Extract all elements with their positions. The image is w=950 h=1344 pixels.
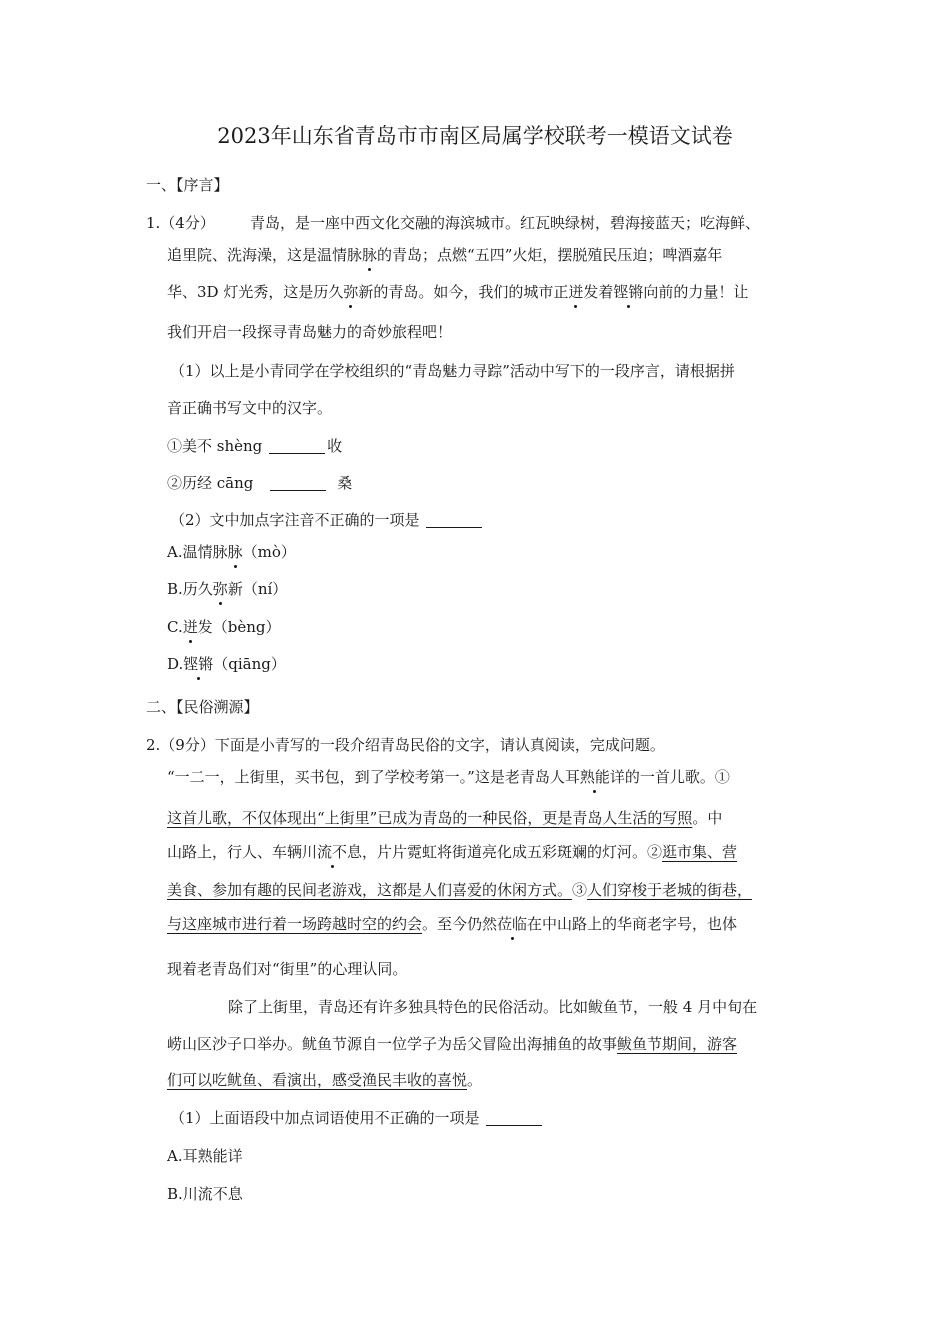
section-heading-folk-customs: 二、【民俗溯源】: [146, 698, 259, 716]
q2-passage-line-4: 美食、参加有趣的民间老游戏，这都是人们喜爱的休闲方式。③人们穿梭于老城的街巷，: [167, 881, 753, 899]
underlined-sentence-4: 鲅鱼节期间，游客: [617, 1035, 738, 1053]
section-heading-preface: 一、【序言】: [146, 176, 229, 194]
q2-number-intro: 2.（9分）下面是小青写的一段介绍青岛民俗的文字，请认真阅读，完成问题。: [146, 736, 665, 754]
q1-blank-2: ②历经 cāng 桑: [167, 474, 353, 492]
dotted-char: 脉: [227, 543, 243, 561]
q2-sub1: （1）上面语段中加点词语使用不正确的一项是: [170, 1108, 544, 1128]
q1-sub1-line-1: （1）以上是小青同学在学校组织的“青岛魅力寻踪”活动中写下的一段序言，请根据拼: [170, 362, 735, 380]
q1-paragraph-line-4: 我们开启一段探寻青岛魅力的奇妙旅程吧！: [167, 323, 453, 341]
answer-blank[interactable]: [270, 476, 326, 491]
q2-option-a[interactable]: A.耳熟能详: [167, 1147, 243, 1165]
dotted-word: 耳熟能详: [564, 768, 625, 786]
q1-option-d[interactable]: D.铿锵（qiāng）: [167, 655, 286, 673]
q1-option-c[interactable]: C.迸发（bèng）: [167, 618, 281, 636]
underlined-sentence-3: 人们穿梭于老城的街巷，: [587, 881, 753, 899]
answer-blank[interactable]: [269, 439, 325, 454]
dotted-char: 铿锵: [613, 283, 644, 301]
underlined-sentence-2: 逛市集、营: [662, 843, 738, 861]
answer-blank[interactable]: [486, 1111, 542, 1126]
q1-number: 1.（4分）: [146, 214, 215, 232]
q2-passage-line-1: “一二一，上街里，买书包，到了学校考第一。”这是老青岛人耳熟能详的一首儿歌。①: [167, 768, 730, 786]
dotted-char: 迸: [182, 618, 198, 636]
q2-passage-line-9: 们可以吃鱿鱼、看演出，感受渔民丰收的喜悦。: [167, 1071, 483, 1089]
q2-passage-line-7: 除了上街里，青岛还有许多独具特色的民俗活动。比如鲅鱼节，一般 4 月中旬在: [228, 998, 758, 1016]
dotted-char: 脉: [362, 246, 378, 264]
q2-passage-line-3: 山路上，行人、车辆川流不息，片片霓虹将街道亮化成五彩斑斓的灯河。②逛市集、营: [167, 843, 738, 861]
q1-paragraph-line-3: 华、3D 灯光秀，这是历久弥新的青岛。如今，我们的城市正迸发着铿锵向前的力量！让: [167, 283, 749, 301]
answer-blank[interactable]: [426, 513, 482, 528]
dotted-char: 迸: [568, 283, 584, 301]
q2-option-b[interactable]: B.川流不息: [167, 1185, 243, 1203]
q1-sub2: （2）文中加点字注音不正确的一项是: [170, 510, 484, 530]
page-title: 2023年山东省青岛市市南区局属学校联考一模语文试卷: [217, 124, 733, 148]
q2-passage-line-8: 崂山区沙子口举办。鱿鱼节源自一位学子为岳父冒险出海捕鱼的故事鲅鱼节期间，游客: [167, 1035, 738, 1053]
q2-passage-line-2: 这首儿歌，不仅体现出“上街里”已成为青岛的一种民俗，更是青岛人生活的写照。中: [167, 809, 723, 827]
q2-passage-line-6: 现着老青岛们对“街里”的心理认同。: [167, 960, 408, 978]
q1-paragraph-line-1: 青岛，是一座中西文化交融的海滨城市。红瓦映绿树，碧海接蓝天；吃海鲜、: [250, 214, 761, 232]
underlined-sentence-1: 这首儿歌，不仅体现出“上街里”已成为青岛的一种民俗，更是青岛人生活的写照: [167, 809, 693, 827]
q1-blank-1: ①美不 shèng 收: [167, 437, 343, 455]
dotted-char: 铿锵: [183, 655, 214, 673]
dotted-word: 川流不息: [302, 843, 363, 861]
q1-option-b[interactable]: B.历久弥新（ní）: [167, 580, 288, 598]
dotted-char: 弥: [212, 580, 228, 598]
q1-option-a[interactable]: A.温情脉脉（mò）: [167, 543, 296, 561]
q1-sub1-line-2: 音正确书写文中的汉字。: [167, 399, 333, 417]
q2-passage-line-5: 与这座城市进行着一场跨越时空的约会。至今仍然莅临在中山路上的华商老字号，也体: [167, 915, 738, 933]
q1-paragraph-line-2: 追里院、洗海澡，这是温情脉脉的青岛；点燃“五四”火炬，摆脱殖民压迫；啤酒嘉年: [167, 246, 723, 264]
dotted-char: 弥: [343, 283, 359, 301]
dotted-word: 莅临: [497, 915, 528, 933]
